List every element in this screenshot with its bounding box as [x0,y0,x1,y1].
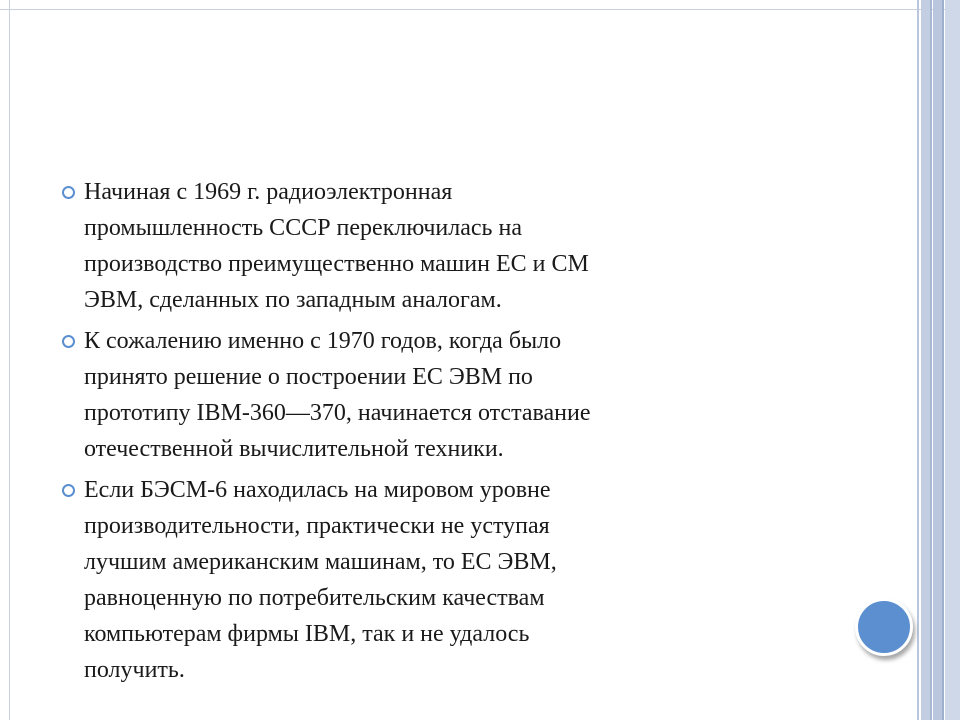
bullet-ring-icon [62,484,75,497]
bullet-ring-icon [62,335,75,348]
text-line: Если БЭСМ-6 находилась на мировом уровне [84,477,551,503]
frame-top-line [0,9,960,10]
text-line: равноценную по потребительским качествам [84,585,545,611]
text-line: компьютерам фирмы IBM, так и не удалось [84,621,530,647]
frame-left-line [9,0,10,720]
text-line: получить. [84,657,185,683]
text-line: отечественной вычислительной техники. [84,436,504,462]
decor-stripe [921,0,930,720]
text-line: Начиная с 1969 г. радиоэлектронная [84,179,453,205]
decor-stripe [945,0,960,720]
text-line: прототипу IBM-360—370, начинается отставание [84,400,591,426]
bullet-text [84,174,792,318]
text-line: К сожалению именно с 1970 годов, когда было [84,328,562,354]
decor-stripe [930,0,932,720]
bullet-text [84,323,792,467]
bullet-item [62,472,792,688]
text-line: ЭВМ, сделанных по западным аналогам. [84,287,502,313]
decor-circle [855,598,913,656]
bullet-ring-icon [62,186,75,199]
decor-stripe [933,0,942,720]
bullet-item [62,174,792,318]
bullet-list [62,174,792,693]
text-line: промышленность СССР переключилась на [84,215,522,241]
text-line: производительности, практически не уступая [84,513,550,539]
text-line: принято решение о построении ЕС ЭВМ по [84,364,533,390]
text-line: производство преимущественно машин ЕС и СМ [84,251,589,277]
bullet-text [84,472,792,688]
decor-stripe [942,0,944,720]
bullet-item [62,323,792,467]
decor-stripe [917,0,919,720]
text-line: лучшим американским машинам, то ЕС ЭВМ, [84,549,557,575]
